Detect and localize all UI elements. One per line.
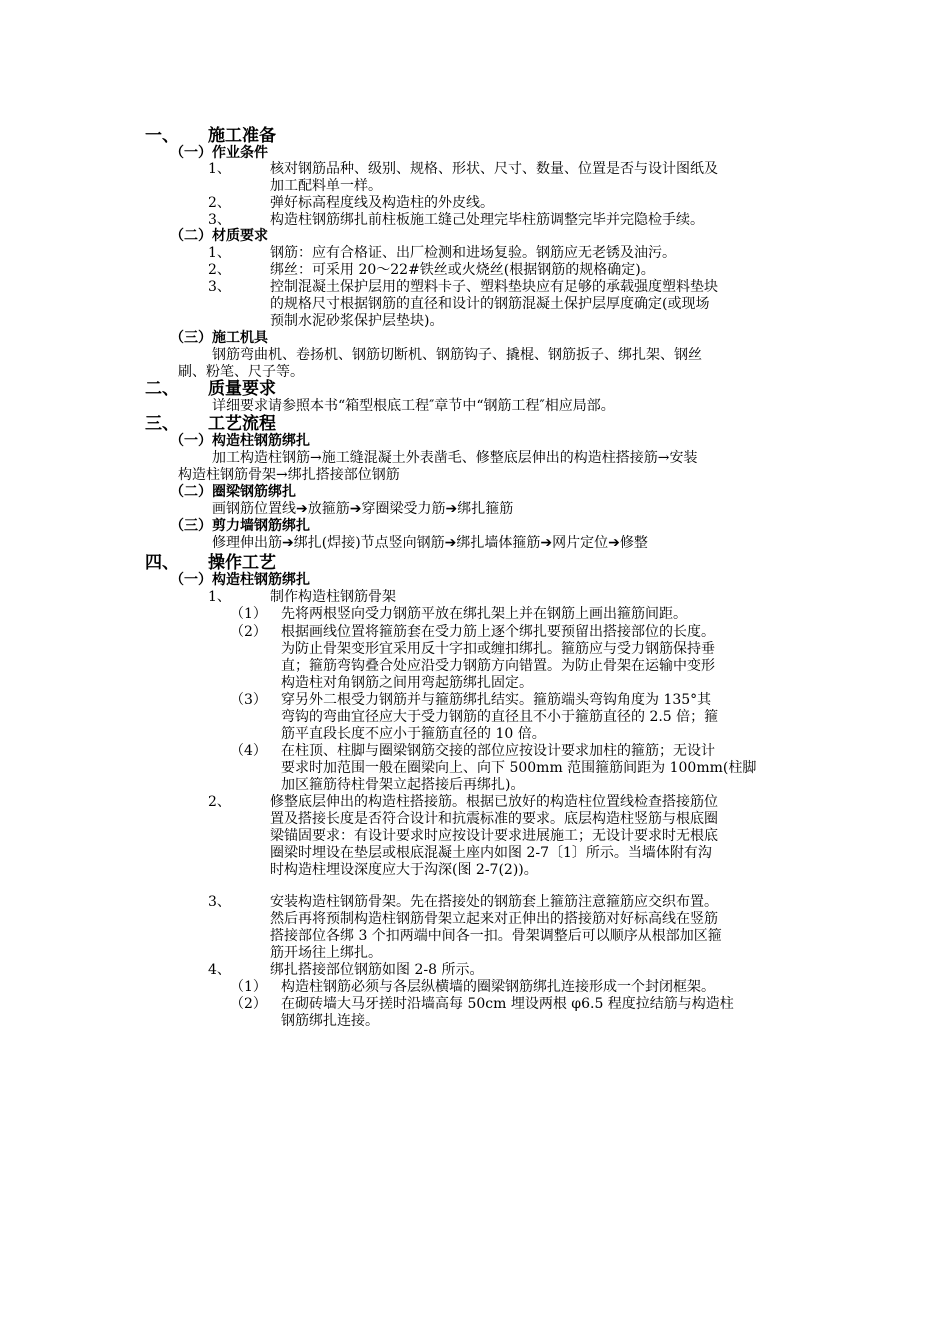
subsection-3-1-number: （一） <box>170 433 212 449</box>
subitem-line: 为防止骨架变形宜采用反十字扣或缠扣绑扎。箍筋应与受力钢筋保持垂 <box>281 641 715 657</box>
item-line: 绑扎搭接部位钢筋如图 2-8 所示。 <box>270 962 484 978</box>
item-number: 3、 <box>208 279 231 295</box>
subsection-3-2-number: （二） <box>170 484 212 500</box>
section-3-title: 工艺流程 <box>208 414 276 434</box>
item-line: 钢筋：应有合格证、出厂检测和进场复验。钢筋应无老锈及油污。 <box>270 245 676 261</box>
item-number: 3、 <box>208 894 231 910</box>
item-line: 加工配料单一样。 <box>270 178 382 194</box>
section-3-number: 三、 <box>145 414 179 434</box>
item-line: 然后再将预制构造柱钢筋骨架立起来对正伸出的搭接筋对好标高线在竖筋 <box>270 911 718 927</box>
item-line: 搭接部位各绑 3 个扣两端中间各一扣。骨架调整后可以顺序从根部加区箍 <box>270 928 722 944</box>
item-line: 弹好标高程度线及构造柱的外皮线。 <box>270 195 494 211</box>
item-number: 1、 <box>208 245 231 261</box>
item-number: 4、 <box>208 962 231 978</box>
subitem-line: 构造柱对角钢筋之间用弯起筋绑扎固定。 <box>281 675 533 691</box>
item-number: 3、 <box>208 212 231 228</box>
item-line: 安装构造柱钢筋骨架。先在搭接处的钢筋套上箍筋注意箍筋应交织布置。 <box>270 894 718 910</box>
subsection-3-1-title: 构造柱钢筋绑扎 <box>212 433 310 449</box>
item-line: 控制混凝土保护层用的塑料卡子、塑料垫块应有足够的承载强度塑料垫块 <box>270 279 718 295</box>
item-line: 预制水泥砂浆保护层垫块)。 <box>270 313 444 329</box>
paragraph-line: 详细要求请参照本书“箱型根底工程″章节中“钢筋工程″相应局部。 <box>212 398 615 414</box>
subsection-3-3-number: （三） <box>170 518 212 534</box>
section-4-title: 操作工艺 <box>208 553 276 573</box>
section-2-number: 二、 <box>145 379 179 399</box>
subitem-number: （2） <box>230 996 267 1012</box>
subitem-line: 直；箍筋弯钩叠合处应沿受力钢筋方向错置。为防止骨架在运输中变形 <box>281 658 715 674</box>
item-line: 修整底层伸出的构造柱搭接筋。根据已放好的构造柱位置线检查搭接筋位 <box>270 794 718 810</box>
subitem-number: （2） <box>230 624 267 640</box>
section-1-number: 一、 <box>145 126 179 146</box>
subsection-4-1-title: 构造柱钢筋绑扎 <box>212 572 310 588</box>
subitem-line: 要求时加范围一般在圈梁向上、向下 500mm 范围箍筋间距为 100mm(柱脚 <box>281 760 757 776</box>
section-1-title: 施工准备 <box>208 126 276 146</box>
item-line: 构造柱钢筋绑扎前柱板施工缝己处理完毕柱筋调整完毕并完隐检手续。 <box>270 212 704 228</box>
subsection-4-1-number: （一） <box>170 572 212 588</box>
subitem-line: 钢筋绑扎连接。 <box>281 1013 379 1029</box>
subitem-number: （3） <box>230 692 267 708</box>
subitem-line: 在柱顶、柱脚与圈梁钢筋交接的部位应按设计要求加柱的箍筋；无设计 <box>281 743 715 759</box>
paragraph-line: 刷、粉笔、尺子等。 <box>178 364 304 380</box>
paragraph-line: 构造柱钢筋骨架→绑扎搭接部位钢筋 <box>178 467 400 483</box>
item-number: 2、 <box>208 195 231 211</box>
subsection-1-2-title: 材质要求 <box>212 228 268 244</box>
subitem-number: （4） <box>230 743 267 759</box>
subsection-1-2-number: （二） <box>170 228 212 244</box>
subsection-3-2-title: 圈梁钢筋绑扎 <box>212 484 296 500</box>
item-line: 制作构造柱钢筋骨架 <box>270 589 396 605</box>
item-line: 时构造柱埋设深度应大于沟深(图 2-7(2))。 <box>270 862 538 878</box>
subitem-number: （1） <box>230 606 267 622</box>
subitem-line: 先将两根竖向受力钢筋平放在绑扎架上并在钢筋上画出箍筋间距。 <box>281 606 687 622</box>
subsection-1-1-number: （一） <box>170 145 212 161</box>
item-number: 1、 <box>208 589 231 605</box>
subitem-line: 根据画线位置将箍筋套在受力筋上逐个绑扎要预留出搭接部位的长度。 <box>281 624 715 640</box>
subitem-number: （1） <box>230 979 267 995</box>
subitem-line: 在砌砖墙大马牙搓时沿墙高每 50cm 埋设两根 φ6.5 程度拉结筋与构造柱 <box>281 996 734 1012</box>
subsection-1-3-title: 施工机具 <box>212 330 268 346</box>
item-line: 核对钢筋品种、级别、规格、形状、尺寸、数量、位置是否与设计图纸及 <box>270 161 718 177</box>
item-line: 筋开场往上绑扎。 <box>270 945 382 961</box>
section-2-title: 质量要求 <box>208 379 276 399</box>
item-line: 的规格尺寸根据钢筋的直径和设计的钢筋混凝土保护层厚度确定(或现场 <box>270 296 710 312</box>
item-number: 1、 <box>208 161 231 177</box>
item-line: 梁锚固要求：有设计要求时应按设计要求进展施工；无设计要求时无根底 <box>270 828 718 844</box>
subitem-line: 构造柱钢筋必须与各层纵横墙的圈梁钢筋绑扎连接形成一个封闭框架。 <box>281 979 715 995</box>
paragraph-line: 画钢筋位置线➔放箍筋➔穿圈梁受力筋➔绑扎箍筋 <box>212 501 514 517</box>
paragraph-line: 修理伸出筋➔绑扎(焊接)节点竖向钢筋➔绑扎墙体箍筋➔网片定位➔修整 <box>212 535 648 551</box>
subsection-1-3-number: （三） <box>170 330 212 346</box>
item-number: 2、 <box>208 794 231 810</box>
subitem-line: 弯钩的弯曲宜径应大于受力钢筋的直径且不小于箍筋直径的 2.5 倍；箍 <box>281 709 719 725</box>
item-line: 圈梁时埋设在垫层或根底混凝土座内如图 2-7〔1〕所示。当墙体附有沟 <box>270 845 712 861</box>
item-line: 置及搭接长度是否符合设计和抗震标准的要求。底层构造柱竖筋与根底圈 <box>270 811 718 827</box>
subitem-line: 穿另外二根受力钢筋并与箍筋绑扎结实。箍筋端头弯钩角度为 135°其 <box>281 692 712 708</box>
subsection-1-1-title: 作业条件 <box>212 145 268 161</box>
section-4-number: 四、 <box>145 553 179 573</box>
item-number: 2、 <box>208 262 231 278</box>
subitem-line: 筋平直段长度不应小于箍筋直径的 10 倍。 <box>281 726 546 742</box>
paragraph-line: 加工构造柱钢筋→施工缝混凝土外表凿毛、修整底层伸出的构造柱搭接筋→安装 <box>212 450 698 466</box>
paragraph-line: 钢筋弯曲机、卷扬机、钢筋切断机、钢筋钩子、撬棍、钢筋扳子、绑扎架、钢丝 <box>212 347 702 363</box>
subsection-3-3-title: 剪力墙钢筋绑扎 <box>212 518 310 534</box>
item-line: 绑丝：可采用 20～22#铁丝或火烧丝(根据钢筋的规格确定)。 <box>270 262 655 278</box>
subitem-line: 加区箍筋待柱骨架立起搭接后再绑扎)。 <box>281 777 525 793</box>
